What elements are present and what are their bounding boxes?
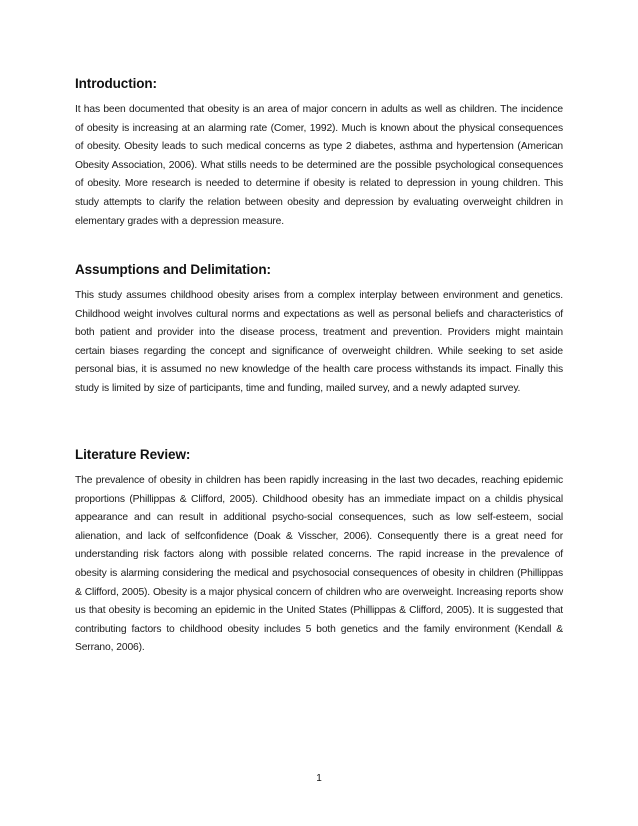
page-number: 1 bbox=[316, 773, 322, 784]
section-assumptions bbox=[75, 262, 563, 399]
section-body-literature-review: The prevalence of obesity in children has been rapidly increasing in the last two decades, reaching epidemic proportions (Phillippas & Clifford, 2005). Childhood obesity has an immediate impact on a childis physical appearance and can result in additional psycho-social consequences, such as low self-esteem, social alienation, and lack of selfconfidence (Doak & Visscher, 2006). Consequently there is a great need for understanding risk factors along with possible related concerns. The rapid increase in the prevalence of obesity is alarming considering the medical and psychosocial consequences of obesity in children (Phillippas & Clifford, 2005). Obesity is a major physical concern of children who are overweight. Increasing reports show us that obesity is becoming an epidemic in the United States (Phillippas & Clifford, 2005). It is suggested that contributing factors to childhood obesity includes 5 both genetics and the family environment (Kendall & Serrano, 2006). bbox=[75, 475, 563, 654]
section-heading-literature-review: Literature Review: bbox=[75, 447, 191, 462]
section-heading-assumptions: Assumptions and Delimitation: bbox=[75, 262, 271, 277]
section-heading-introduction: Introduction: bbox=[75, 76, 157, 91]
section-body-introduction: It has been documented that obesity is an area of major concern in adults as well as children. The incidence of obesity is increasing at an alarming rate (Comer, 1992). Much is known about the physical consequences of obesity. Obesity leads to such medical concerns as type 2 diabetes, asthma and hypertension (American Obesity Association, 2006). What stills needs to be determined are the possible psychological consequences of obesity. More research is needed to determine if obesity is related to depression in young children. This study attempts to clarify the relation between obesity and depression by evaluating overweight children in elementary grades with a depression measure. bbox=[75, 104, 563, 227]
section-literature-review bbox=[75, 447, 563, 658]
section-introduction bbox=[75, 76, 563, 231]
section-body-assumptions: This study assumes childhood obesity arises from a complex interplay between environment and genetics. Childhood weight involves cultural norms and expectations as well as personal beliefs and characteristics of both patient and provider into the disease process, treatment and prevention. Providers might maintain certain biases regarding the concept and significance of overweight children. While seeking to set aside personal bias, it is assumed no new knowledge of the health care process withstands its impact. Finally this study is limited by size of participants, time and funding, mailed survey, and a newly adapted survey. bbox=[75, 290, 563, 394]
